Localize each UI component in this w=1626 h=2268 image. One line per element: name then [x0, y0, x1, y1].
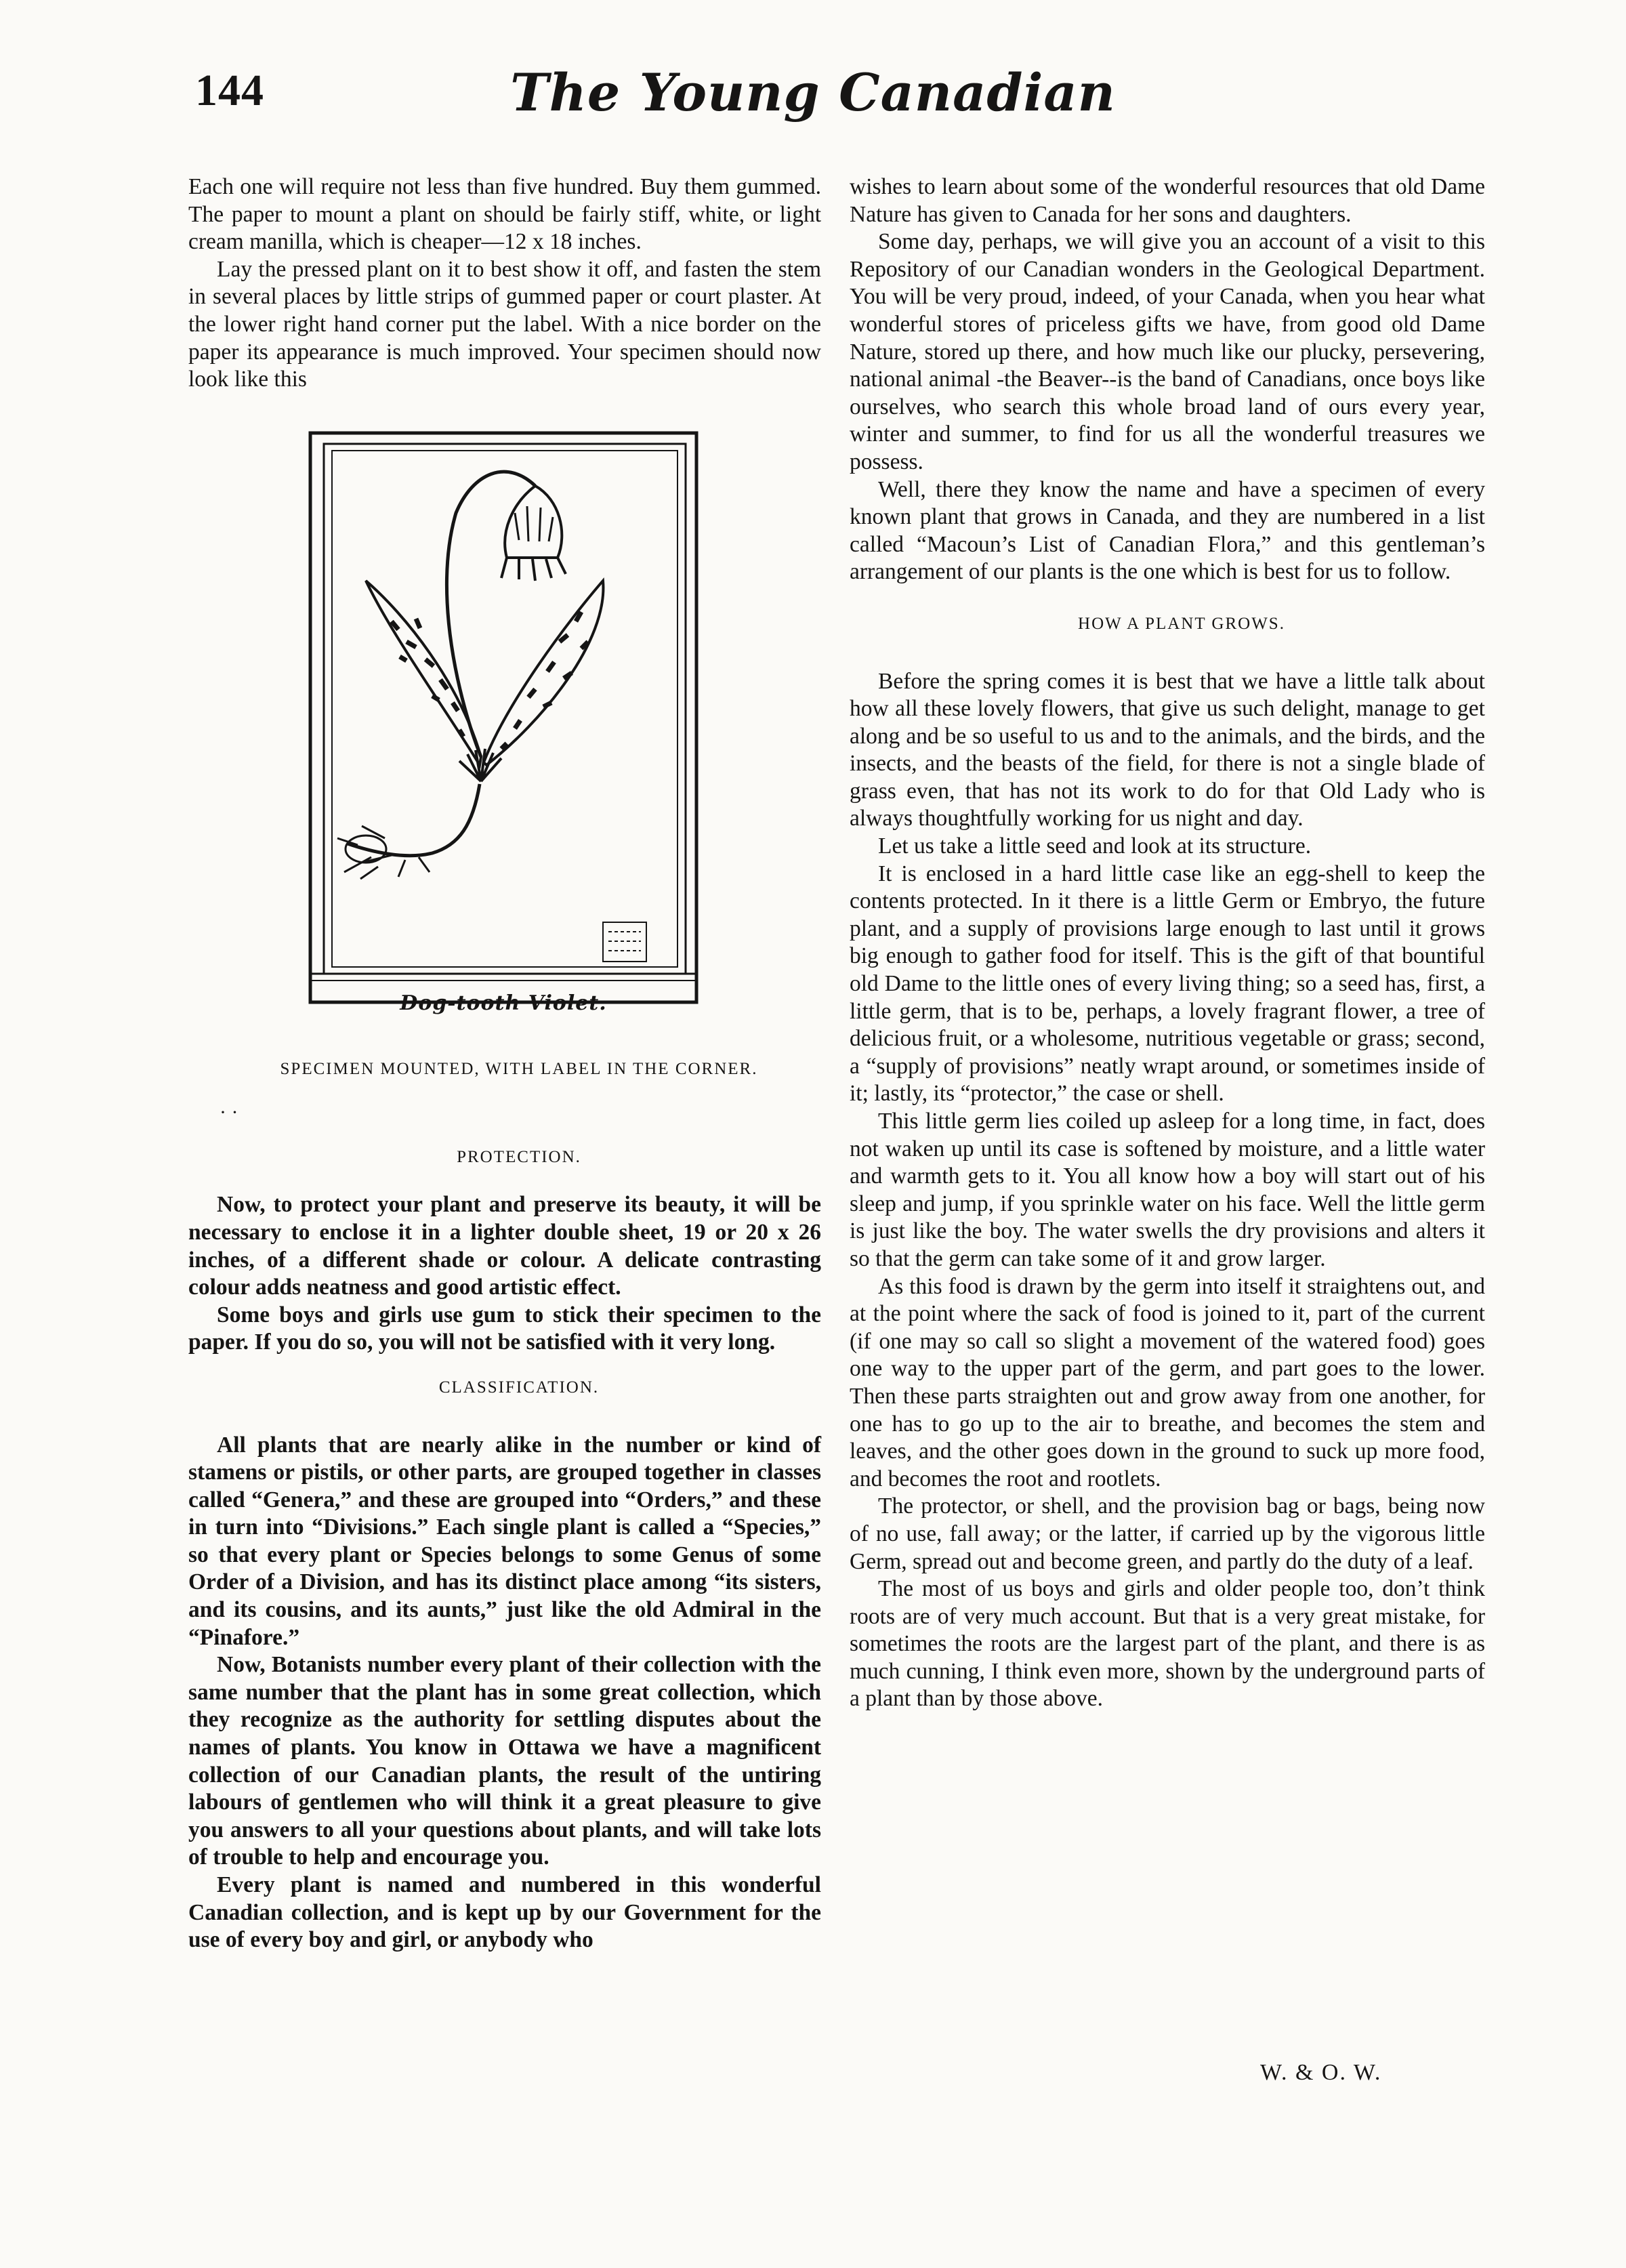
- paragraph: wishes to learn about some of the wonderful resources that old Dame Nature has given to Canada for her sons and daughters.: [850, 174, 1485, 227]
- section-heading-classification: CLASSIFICATION.: [438, 1378, 600, 1397]
- paragraph: It is enclosed in a hard little case like an egg-shell to keep the contents protected. In it there is a little Germ or Embryo, the future plant, and a supply of provisions large enough to last until it grows big enough to gather food for itself. This is the gift of that bountiful old Dame to the little ones of every living thing; so a seed has, first, a little germ, that is to be, perhaps, a lovely fragrant flower, a tree of delicious fruit, or a wholesome, nutritious vegetable or grass; second, a “supply of provisions” neatly wrapt around, or sometimes inside of it; lastly, its “protector,” the case or shell.: [850, 861, 1485, 1107]
- paragraph: Lay the pressed plant on it to best show it off, and fasten the stem in several places by little strips of gummed paper or court plaster. At the lower right hand corner put the label. With a nice border on the paper its appearance is much improved. Your specimen should now look like this: [188, 256, 821, 392]
- paragraph: The most of us boys and girls and older people too, don’t think roots are of very much account. But that is a very great mistake, for sometimes the roots are the largest part of the plant, and there is as much cunning, I think even more, shown by the underground parts of a plant than by those above.: [850, 1576, 1485, 1712]
- author-signature: W. & O. W.: [1260, 2060, 1382, 2085]
- paragraph: Some boys and girls use gum to stick their specimen to the paper. If you do so, you will not be satisfied with it very long.: [188, 1302, 821, 1355]
- paragraph: Each one will require not less than five hundred. Buy them gummed. The paper to mount a plant on should be fairly stiff, white, or light cream manilla, which is cheaper—12 x 18 inches.: [188, 174, 821, 255]
- paragraph: Now, to protect your plant and preserve its beauty, it will be necessary to enclose it in a lighter double sheet, 19 or 20 x 26 inches, of a different shade or colour. A delicate contrasting colour adds neatness and good artistic effect.: [188, 1192, 821, 1300]
- paragraph: All plants that are nearly alike in the number or kind of stamens or pistils, or other parts, are grouped together in classes called “Genera,” and these are grouped into “Orders,” and these in turn into “Divisions.” Each single plant is called a “Species,” so that every plant or Species belongs to some Genus of some Order of a Division, and has its distinct place among “its sisters, and its cousins, and its aunts,” just like the old Admiral in the “Pinafore.”: [188, 1432, 821, 1650]
- left-column: Each one will require not less than five hundred. Buy them gummed. The paper to mount a plant on should be fairly stiff, white, or light cream manilla, which is cheaper—12 x 18 inches. Lay the pressed plant on it to best show it off, and fasten the stem in several places by little strips of gummed paper or court plaster. At the lower right hand corner put the label. With a nice border on the paper its appearance is much improved. Your specimen should now look like this Dog-tooth Violet. SPECIMEN MOUNTED, WITH LABEL IN THE CORNER. · · PROTECTION. Now, to protect your plant and preserve its beauty, it will be necessary to enclose it in a lighter double sheet, 19 or 20 x 26 inches, of a different shade or colour. A delicate contrasting colour adds neatness and good artistic effect. Some boys and girls use gum to stick their specimen to the paper. If you do so, you will not be satisfied with it very long. CLASSIFICATION. All plants that are nearly alike in the number or kind of stamens or pistils, or other parts, are grouped together in classes called “Genera,” and these are grouped into “Orders,” and these in turn into “Divisions.” Each single plant is called a “Species,” so that every plant or Species belongs to some Genus of some Order of a Division, and has its distinct place among “its sisters, and its cousins, and its aunts,” just like the old Admiral in the “Pinafore.” Now, Botanists number every plant of their collection with the same number that the plant has in some great collection, which they recognize as the authority for settling disputes about the names of plants. You know in Ottawa we have a magnificent collection of our Canadian plants, the result of the untiring labours of gentlemen who will think it a great pleasure to give you answers to all your questions about plants, and will take lots of trouble to help and encourage you. Every plant is named and numbered in this wonderful Canadian collection, and is kept up by our Government for the use of every boy and girl, or anybody who: [188, 173, 821, 1954]
- specimen-figure: [188, 418, 821, 1038]
- right-column: [850, 173, 1485, 1713]
- paragraph: Some day, perhaps, we will give you an account of a visit to this Repository of our Canadian wonders in the Geological Department. You will be very proud, indeed, of your Canada, when you hear what wonderful stores of priceless gifts we have, from good old Dame Nature, stored up there, and how much like our plucky, persevering, national animal -the Beaver--is the band of Canadians, once boys like ourselves, who search this whole broad land of ours every year, winter and summer, to find for us all the wonderful treasures we possess.: [850, 229, 1485, 474]
- paragraph: Every plant is named and numbered in this wonderful Canadian collection, and is kept up by our Government for the use of every boy and girl, or anybody who: [188, 1872, 821, 1953]
- section-heading-growth: HOW A PLANT GROWS.: [1078, 614, 1285, 633]
- paragraph: Before the spring comes it is best that we have a little talk about how all these lovely flowers, that give us such delight, manage to get along and be so useful to us and to the animals, and the birds, and the insects, and the beasts of the field, for there is not a single blade of grass even, that has not its work to do for that Old Lady who is always thoughtfully working for us night and day.: [850, 668, 1485, 831]
- paragraph: Let us take a little seed and look at its structure.: [878, 833, 1312, 859]
- specimen-label: Dog-tooth Violet.: [400, 991, 607, 1015]
- specimen-illustration: [188, 418, 821, 1038]
- paragraph: This little germ lies coiled up asleep for a long time, in fact, does not waken up until its case is softened by moisture, and a little water and warmth gets to it. You all know how a boy will start out of his sleep and jump, if you sprinkle water on his face. Well the little germ is just like the boy. The water swells the dry provisions and alters it so that the germ can take some of it and grow larger.: [850, 1109, 1485, 1271]
- masthead-title: The Young Canadian: [510, 62, 1116, 123]
- page-number: 144: [195, 66, 264, 115]
- paragraph: Now, Botanists number every plant of their collection with the same number that the plant has in some great collection, which they recognize as the authority for settling disputes about the names of plants. You know in Ottawa we have a magnificent collection of our Canadian plants, the result of the untiring labours of gentlemen who will think it a great pleasure to give you answers to all your questions about plants, and will take lots of trouble to help and encourage you.: [188, 1652, 821, 1870]
- paragraph: The protector, or shell, and the provision bag or bags, being now of no use, fall away; or the latter, if carried up by the vigorous little Germ, spread out and become green, and partly do the duty of a leaf.: [850, 1493, 1485, 1574]
- figure-caption: SPECIMEN MOUNTED, WITH LABEL IN THE CORNER.: [280, 1059, 758, 1078]
- paragraph: As this food is drawn by the germ into itself it straightens out, and at the point where the sack of food is joined to it, part of the current (if one may so call so slight a movement of the watered food) goes one way to the upper part of the germ, and part goes to the lower. Then these parts straighten out and grow away from one another, for one has to go up to the air to breathe, and becomes the stem and leaves, and the other goes down in the ground to suck up more food, and becomes the root and rootlets.: [850, 1273, 1485, 1491]
- section-heading-protection: PROTECTION.: [457, 1148, 581, 1167]
- paragraph: Well, there they know the name and have a specimen of every known plant that grows in Canada, and they are numbered in a list called “Macoun’s List of Canadian Flora,” and this gentleman’s arrangement of our plants is the one which is best for us to follow.: [850, 476, 1485, 585]
